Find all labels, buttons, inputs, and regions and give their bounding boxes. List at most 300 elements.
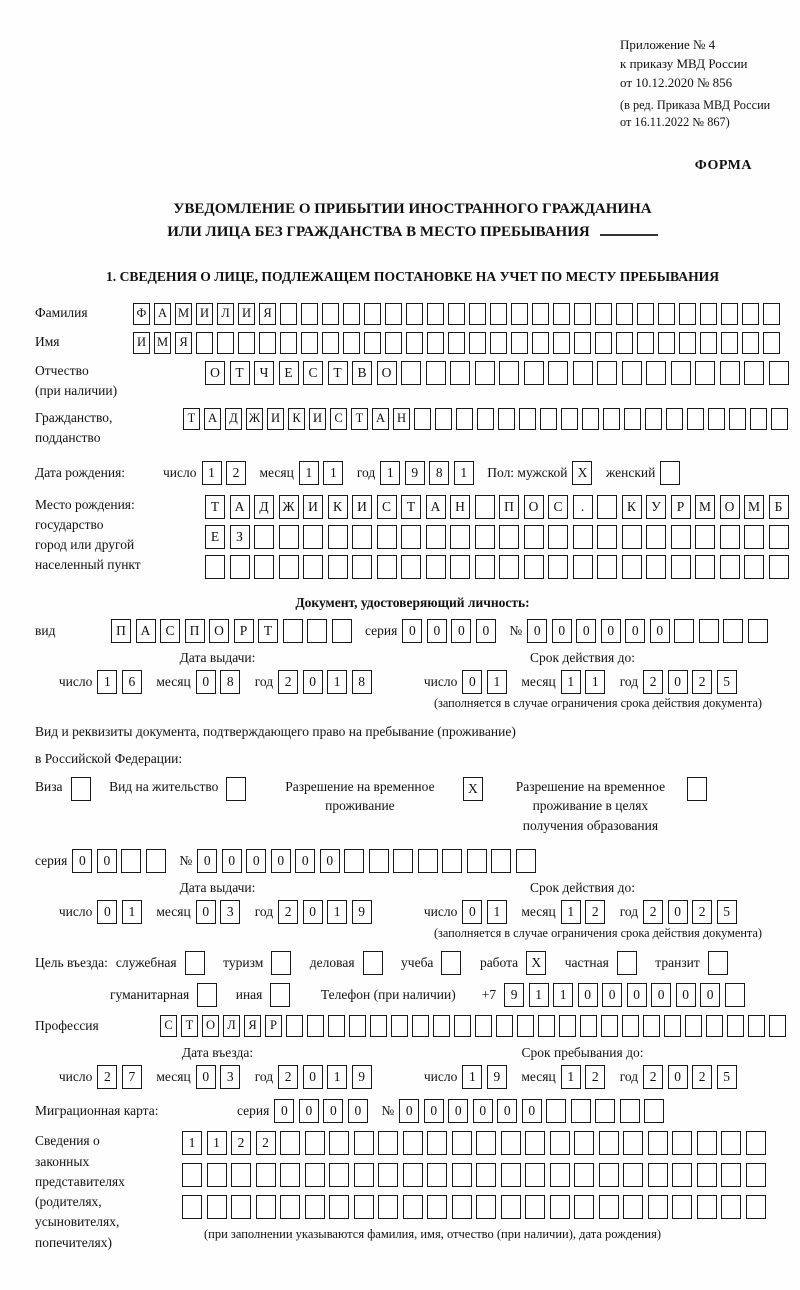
char-cell[interactable]	[403, 1163, 423, 1187]
char-cell[interactable]: И	[238, 303, 255, 325]
char-cell[interactable]: 5	[717, 900, 737, 924]
char-cell[interactable]: С	[303, 361, 323, 385]
char-cell[interactable]: 0	[462, 900, 482, 924]
char-cell[interactable]: 1	[97, 670, 117, 694]
char-cell[interactable]	[328, 1015, 345, 1037]
char-cell[interactable]: Р	[265, 1015, 282, 1037]
char-cell[interactable]	[305, 1163, 325, 1187]
checkbox-cell[interactable]	[271, 951, 291, 975]
char-cell[interactable]: 1	[487, 670, 507, 694]
char-cell[interactable]: Я	[244, 1015, 261, 1037]
char-cell[interactable]	[597, 361, 617, 385]
char-cell[interactable]	[721, 332, 738, 354]
char-cell[interactable]: О	[720, 495, 740, 519]
char-cell[interactable]	[679, 332, 696, 354]
char-cell[interactable]	[364, 303, 381, 325]
char-cell[interactable]: 0	[668, 900, 688, 924]
char-cell[interactable]	[697, 1131, 717, 1155]
char-cell[interactable]	[452, 1163, 472, 1187]
char-cell[interactable]	[456, 408, 473, 430]
char-cell[interactable]: А	[230, 495, 250, 519]
char-cell[interactable]	[231, 1163, 251, 1187]
char-cell[interactable]: 9	[487, 1065, 507, 1089]
char-cell[interactable]: Л	[217, 303, 234, 325]
char-cell[interactable]	[695, 555, 715, 579]
char-cell[interactable]	[658, 332, 675, 354]
char-cell[interactable]	[182, 1195, 202, 1219]
char-cell[interactable]	[597, 495, 617, 519]
char-cell[interactable]: 1	[585, 670, 605, 694]
char-cell[interactable]	[378, 1131, 398, 1155]
char-cell[interactable]	[475, 525, 495, 549]
char-cell[interactable]	[532, 303, 549, 325]
char-cell[interactable]	[674, 619, 694, 643]
char-cell[interactable]	[491, 849, 511, 873]
char-cell[interactable]: Ж	[246, 408, 263, 430]
char-cell[interactable]	[646, 525, 666, 549]
char-cell[interactable]: 0	[668, 670, 688, 694]
char-cell[interactable]	[146, 849, 166, 873]
char-cell[interactable]: 0	[399, 1099, 419, 1123]
char-cell[interactable]: 0	[602, 983, 622, 1007]
char-cell[interactable]	[687, 408, 704, 430]
char-cell[interactable]: 1	[487, 900, 507, 924]
char-cell[interactable]	[329, 1195, 349, 1219]
char-cell[interactable]: 0	[451, 619, 471, 643]
char-cell[interactable]: Н	[393, 408, 410, 430]
checkbox-cell[interactable]	[226, 777, 246, 801]
char-cell[interactable]	[501, 1163, 521, 1187]
char-cell[interactable]	[671, 525, 691, 549]
char-cell[interactable]: 0	[552, 619, 572, 643]
char-cell[interactable]: Т	[328, 361, 348, 385]
char-cell[interactable]	[426, 361, 446, 385]
char-cell[interactable]: 8	[220, 670, 240, 694]
char-cell[interactable]: 0	[320, 849, 340, 873]
char-cell[interactable]	[697, 1163, 717, 1187]
char-cell[interactable]	[475, 361, 495, 385]
char-cell[interactable]	[763, 332, 780, 354]
char-cell[interactable]	[525, 1195, 545, 1219]
char-cell[interactable]	[305, 1131, 325, 1155]
char-cell[interactable]	[574, 303, 591, 325]
char-cell[interactable]: 1	[327, 1065, 347, 1089]
char-cell[interactable]	[573, 555, 593, 579]
char-cell[interactable]	[377, 555, 397, 579]
char-cell[interactable]	[426, 555, 446, 579]
char-cell[interactable]	[525, 1131, 545, 1155]
char-cell[interactable]	[217, 332, 234, 354]
char-cell[interactable]: 1	[323, 461, 343, 485]
char-cell[interactable]: А	[204, 408, 221, 430]
char-cell[interactable]: 5	[717, 670, 737, 694]
char-cell[interactable]: О	[205, 361, 225, 385]
char-cell[interactable]: Я	[259, 303, 276, 325]
char-cell[interactable]: И	[267, 408, 284, 430]
char-cell[interactable]: 2	[97, 1065, 117, 1089]
char-cell[interactable]	[307, 1015, 324, 1037]
char-cell[interactable]: 0	[246, 849, 266, 873]
char-cell[interactable]	[406, 303, 423, 325]
char-cell[interactable]: Т	[401, 495, 421, 519]
char-cell[interactable]: 2	[643, 900, 663, 924]
char-cell[interactable]: 5	[717, 1065, 737, 1089]
char-cell[interactable]: 0	[627, 983, 647, 1007]
char-cell[interactable]	[378, 1163, 398, 1187]
char-cell[interactable]: У	[646, 495, 666, 519]
char-cell[interactable]: 1	[182, 1131, 202, 1155]
char-cell[interactable]: 0	[625, 619, 645, 643]
char-cell[interactable]: 2	[278, 670, 298, 694]
char-cell[interactable]	[574, 332, 591, 354]
char-cell[interactable]: Р	[671, 495, 691, 519]
char-cell[interactable]	[553, 303, 570, 325]
char-cell[interactable]	[182, 1163, 202, 1187]
char-cell[interactable]: О	[209, 619, 229, 643]
char-cell[interactable]: 2	[692, 670, 712, 694]
char-cell[interactable]	[427, 332, 444, 354]
char-cell[interactable]: И	[133, 332, 150, 354]
char-cell[interactable]: 0	[650, 619, 670, 643]
char-cell[interactable]	[623, 1163, 643, 1187]
char-cell[interactable]: 0	[303, 900, 323, 924]
char-cell[interactable]: Д	[225, 408, 242, 430]
char-cell[interactable]	[354, 1195, 374, 1219]
char-cell[interactable]	[205, 555, 225, 579]
char-cell[interactable]	[574, 1195, 594, 1219]
char-cell[interactable]	[280, 1131, 300, 1155]
char-cell[interactable]	[548, 361, 568, 385]
char-cell[interactable]	[720, 555, 740, 579]
char-cell[interactable]	[769, 555, 789, 579]
char-cell[interactable]	[427, 303, 444, 325]
char-cell[interactable]	[721, 1163, 741, 1187]
char-cell[interactable]	[721, 1195, 741, 1219]
char-cell[interactable]	[403, 1195, 423, 1219]
char-cell[interactable]	[623, 1131, 643, 1155]
char-cell[interactable]: Ж	[279, 495, 299, 519]
char-cell[interactable]	[700, 332, 717, 354]
char-cell[interactable]: 0	[72, 849, 92, 873]
char-cell[interactable]	[391, 1015, 408, 1037]
char-cell[interactable]	[401, 555, 421, 579]
checkbox-cell[interactable]: X	[526, 951, 546, 975]
char-cell[interactable]	[511, 332, 528, 354]
char-cell[interactable]	[499, 525, 519, 549]
char-cell[interactable]	[744, 555, 764, 579]
char-cell[interactable]	[664, 1015, 681, 1037]
char-cell[interactable]: 1	[122, 900, 142, 924]
checkbox-cell[interactable]	[708, 951, 728, 975]
char-cell[interactable]	[196, 332, 213, 354]
char-cell[interactable]: К	[328, 495, 348, 519]
char-cell[interactable]	[279, 525, 299, 549]
char-cell[interactable]: 0	[601, 619, 621, 643]
char-cell[interactable]	[403, 1131, 423, 1155]
char-cell[interactable]	[622, 361, 642, 385]
char-cell[interactable]	[498, 408, 515, 430]
char-cell[interactable]	[231, 1195, 251, 1219]
char-cell[interactable]	[538, 1015, 555, 1037]
char-cell[interactable]	[469, 303, 486, 325]
char-cell[interactable]: 3	[220, 1065, 240, 1089]
char-cell[interactable]	[720, 361, 740, 385]
char-cell[interactable]	[708, 408, 725, 430]
char-cell[interactable]	[303, 555, 323, 579]
char-cell[interactable]	[354, 1163, 374, 1187]
char-cell[interactable]	[769, 525, 789, 549]
char-cell[interactable]: 8	[352, 670, 372, 694]
char-cell[interactable]: 2	[278, 1065, 298, 1089]
char-cell[interactable]	[685, 1015, 702, 1037]
char-cell[interactable]: 0	[576, 619, 596, 643]
char-cell[interactable]: П	[185, 619, 205, 643]
char-cell[interactable]: 0	[427, 619, 447, 643]
char-cell[interactable]	[499, 361, 519, 385]
char-cell[interactable]	[303, 525, 323, 549]
char-cell[interactable]	[597, 555, 617, 579]
char-cell[interactable]	[622, 555, 642, 579]
char-cell[interactable]: 0	[196, 900, 216, 924]
char-cell[interactable]	[624, 408, 641, 430]
char-cell[interactable]	[370, 1015, 387, 1037]
char-cell[interactable]: З	[230, 525, 250, 549]
char-cell[interactable]	[207, 1163, 227, 1187]
char-cell[interactable]	[700, 303, 717, 325]
char-cell[interactable]	[349, 1015, 366, 1037]
char-cell[interactable]: 0	[402, 619, 422, 643]
char-cell[interactable]	[744, 361, 764, 385]
char-cell[interactable]	[616, 303, 633, 325]
char-cell[interactable]: 0	[668, 1065, 688, 1089]
char-cell[interactable]	[706, 1015, 723, 1037]
char-cell[interactable]	[524, 525, 544, 549]
char-cell[interactable]	[672, 1195, 692, 1219]
char-cell[interactable]: С	[377, 495, 397, 519]
char-cell[interactable]	[343, 332, 360, 354]
char-cell[interactable]: М	[154, 332, 171, 354]
char-cell[interactable]	[238, 332, 255, 354]
char-cell[interactable]: 0	[323, 1099, 343, 1123]
char-cell[interactable]	[519, 408, 536, 430]
char-cell[interactable]	[475, 555, 495, 579]
char-cell[interactable]: 0	[462, 670, 482, 694]
char-cell[interactable]	[637, 332, 654, 354]
char-cell[interactable]	[452, 1131, 472, 1155]
char-cell[interactable]	[595, 332, 612, 354]
char-cell[interactable]	[525, 1163, 545, 1187]
char-cell[interactable]: 2	[643, 670, 663, 694]
char-cell[interactable]	[499, 555, 519, 579]
char-cell[interactable]	[699, 619, 719, 643]
char-cell[interactable]: 2	[585, 900, 605, 924]
char-cell[interactable]: Т	[205, 495, 225, 519]
char-cell[interactable]	[448, 332, 465, 354]
char-cell[interactable]	[697, 1195, 717, 1219]
char-cell[interactable]	[748, 1015, 765, 1037]
char-cell[interactable]	[553, 332, 570, 354]
char-cell[interactable]	[328, 525, 348, 549]
char-cell[interactable]: О	[524, 495, 544, 519]
char-cell[interactable]	[305, 1195, 325, 1219]
char-cell[interactable]	[385, 303, 402, 325]
char-cell[interactable]: 0	[676, 983, 696, 1007]
char-cell[interactable]	[524, 555, 544, 579]
char-cell[interactable]: 2	[692, 1065, 712, 1089]
char-cell[interactable]: 7	[122, 1065, 142, 1089]
char-cell[interactable]	[435, 408, 452, 430]
char-cell[interactable]	[540, 408, 557, 430]
char-cell[interactable]: И	[352, 495, 372, 519]
char-cell[interactable]: 0	[578, 983, 598, 1007]
char-cell[interactable]	[467, 849, 487, 873]
char-cell[interactable]	[559, 1015, 576, 1037]
char-cell[interactable]	[476, 1195, 496, 1219]
char-cell[interactable]: 2	[278, 900, 298, 924]
char-cell[interactable]: 6	[122, 670, 142, 694]
char-cell[interactable]: Б	[769, 495, 789, 519]
char-cell[interactable]: 0	[303, 670, 323, 694]
char-cell[interactable]	[477, 408, 494, 430]
char-cell[interactable]	[259, 332, 276, 354]
char-cell[interactable]: 9	[405, 461, 425, 485]
char-cell[interactable]	[280, 1163, 300, 1187]
char-cell[interactable]	[574, 1163, 594, 1187]
char-cell[interactable]	[516, 849, 536, 873]
char-cell[interactable]	[622, 1015, 639, 1037]
char-cell[interactable]: 2	[231, 1131, 251, 1155]
char-cell[interactable]	[750, 408, 767, 430]
checkbox-cell[interactable]	[687, 777, 707, 801]
char-cell[interactable]	[230, 555, 250, 579]
char-cell[interactable]	[385, 332, 402, 354]
char-cell[interactable]	[658, 303, 675, 325]
char-cell[interactable]	[364, 332, 381, 354]
checkbox-cell[interactable]	[617, 951, 637, 975]
char-cell[interactable]	[742, 303, 759, 325]
char-cell[interactable]: 0	[271, 849, 291, 873]
char-cell[interactable]: А	[136, 619, 156, 643]
char-cell[interactable]: 0	[295, 849, 315, 873]
char-cell[interactable]	[620, 1099, 640, 1123]
char-cell[interactable]: А	[154, 303, 171, 325]
char-cell[interactable]	[723, 619, 743, 643]
char-cell[interactable]	[573, 361, 593, 385]
char-cell[interactable]	[616, 332, 633, 354]
char-cell[interactable]: 0	[97, 849, 117, 873]
char-cell[interactable]: А	[372, 408, 389, 430]
char-cell[interactable]	[729, 408, 746, 430]
char-cell[interactable]: 1	[529, 983, 549, 1007]
char-cell[interactable]: 0	[700, 983, 720, 1007]
char-cell[interactable]	[671, 555, 691, 579]
char-cell[interactable]	[721, 303, 738, 325]
char-cell[interactable]	[301, 303, 318, 325]
char-cell[interactable]	[601, 1015, 618, 1037]
char-cell[interactable]: 1	[561, 1065, 581, 1089]
char-cell[interactable]: М	[695, 495, 715, 519]
char-cell[interactable]	[344, 849, 364, 873]
char-cell[interactable]	[599, 1131, 619, 1155]
char-cell[interactable]	[329, 1131, 349, 1155]
char-cell[interactable]: 0	[522, 1099, 542, 1123]
char-cell[interactable]	[427, 1195, 447, 1219]
char-cell[interactable]: К	[288, 408, 305, 430]
char-cell[interactable]: 1	[561, 670, 581, 694]
char-cell[interactable]: Т	[258, 619, 278, 643]
char-cell[interactable]: Т	[183, 408, 200, 430]
char-cell[interactable]	[469, 332, 486, 354]
char-cell[interactable]	[369, 849, 389, 873]
char-cell[interactable]	[406, 332, 423, 354]
char-cell[interactable]	[746, 1195, 766, 1219]
char-cell[interactable]: 1	[327, 900, 347, 924]
char-cell[interactable]	[595, 303, 612, 325]
char-cell[interactable]: И	[309, 408, 326, 430]
char-cell[interactable]: Р	[234, 619, 254, 643]
char-cell[interactable]: М	[744, 495, 764, 519]
char-cell[interactable]	[672, 1163, 692, 1187]
char-cell[interactable]	[450, 555, 470, 579]
char-cell[interactable]	[597, 525, 617, 549]
char-cell[interactable]	[648, 1163, 668, 1187]
char-cell[interactable]	[283, 619, 303, 643]
char-cell[interactable]: .	[573, 495, 593, 519]
char-cell[interactable]	[426, 525, 446, 549]
char-cell[interactable]	[695, 525, 715, 549]
char-cell[interactable]	[476, 1163, 496, 1187]
char-cell[interactable]	[546, 1099, 566, 1123]
char-cell[interactable]	[401, 525, 421, 549]
char-cell[interactable]: 1	[462, 1065, 482, 1089]
char-cell[interactable]	[769, 1015, 786, 1037]
char-cell[interactable]: 0	[222, 849, 242, 873]
char-cell[interactable]	[695, 361, 715, 385]
char-cell[interactable]: С	[330, 408, 347, 430]
char-cell[interactable]	[490, 332, 507, 354]
char-cell[interactable]	[393, 849, 413, 873]
char-cell[interactable]: 0	[497, 1099, 517, 1123]
char-cell[interactable]	[328, 555, 348, 579]
char-cell[interactable]	[329, 1163, 349, 1187]
char-cell[interactable]	[254, 555, 274, 579]
char-cell[interactable]	[746, 1163, 766, 1187]
char-cell[interactable]: 1	[202, 461, 222, 485]
char-cell[interactable]	[412, 1015, 429, 1037]
char-cell[interactable]	[496, 1015, 513, 1037]
char-cell[interactable]: П	[111, 619, 131, 643]
char-cell[interactable]	[207, 1195, 227, 1219]
char-cell[interactable]: С	[160, 619, 180, 643]
char-cell[interactable]: 9	[352, 900, 372, 924]
char-cell[interactable]	[648, 1195, 668, 1219]
char-cell[interactable]	[343, 303, 360, 325]
char-cell[interactable]	[352, 525, 372, 549]
char-cell[interactable]	[646, 361, 666, 385]
char-cell[interactable]	[648, 1131, 668, 1155]
char-cell[interactable]: К	[622, 495, 642, 519]
char-cell[interactable]	[622, 525, 642, 549]
char-cell[interactable]	[574, 1131, 594, 1155]
char-cell[interactable]	[256, 1163, 276, 1187]
char-cell[interactable]	[280, 332, 297, 354]
checkbox-cell[interactable]	[660, 461, 680, 485]
checkbox-cell[interactable]: X	[572, 461, 592, 485]
char-cell[interactable]	[582, 408, 599, 430]
char-cell[interactable]	[450, 361, 470, 385]
char-cell[interactable]	[256, 1195, 276, 1219]
checkbox-cell[interactable]	[363, 951, 383, 975]
